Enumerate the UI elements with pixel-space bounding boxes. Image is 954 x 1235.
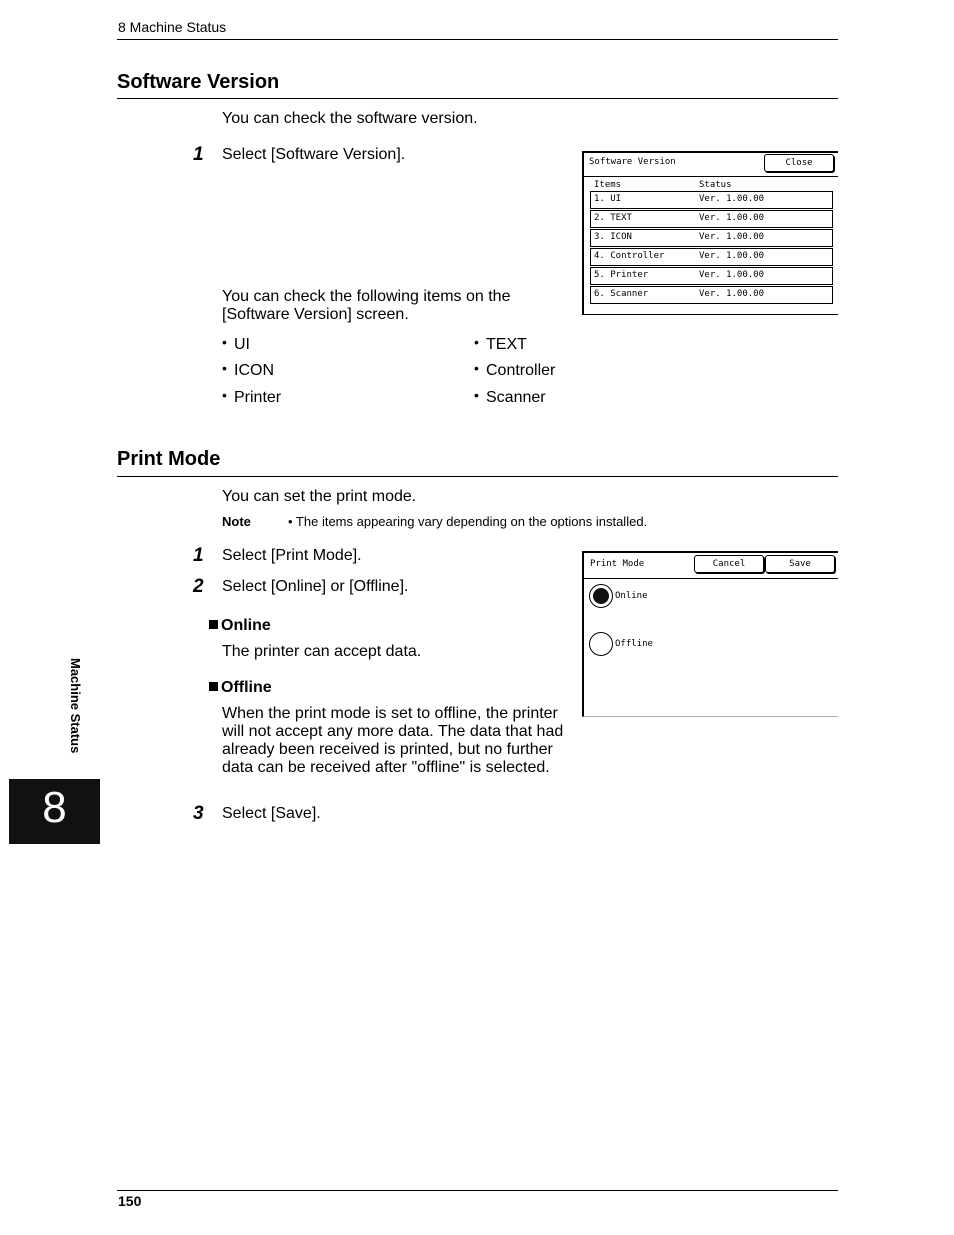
subheading-offline: Offline: [209, 679, 272, 697]
close-button[interactable]: Close: [764, 154, 834, 172]
column-header-status: Status: [699, 180, 732, 190]
bullet-icon: •: [222, 360, 227, 376]
panel-title: Print Mode: [590, 559, 645, 569]
version-row: [590, 210, 833, 228]
row-status: Ver. 1.00.00: [699, 289, 765, 299]
version-row: [590, 248, 833, 266]
software-version-intro: You can check the software version.: [222, 110, 478, 127]
bullet-icon: •: [222, 387, 227, 403]
bullet-item: • Scanner: [474, 387, 546, 406]
subheading-online: Online: [209, 617, 271, 635]
column-header-items: Items: [594, 180, 622, 190]
row-status: Ver. 1.00.00: [699, 213, 765, 223]
step-number: 2: [193, 576, 204, 597]
header-rule: [117, 39, 838, 40]
bullet-icon: •: [222, 334, 227, 350]
print-mode-intro: You can set the print mode.: [222, 488, 417, 505]
offline-radio-label[interactable]: Offline: [615, 639, 653, 649]
online-description: The printer can accept data.: [222, 643, 422, 660]
square-bullet-icon: [209, 682, 218, 691]
offline-description: When the print mode is set to offline, the printer will not accept any more data. The data that had already been received is printed, but no further data can be received after "offline" is selected.: [222, 705, 564, 776]
section-title-software-version: Software Version: [117, 71, 280, 93]
bullet-item: • Printer: [222, 387, 282, 406]
cancel-button[interactable]: Cancel: [694, 555, 764, 573]
version-row: [590, 229, 833, 247]
panel-title: Software Version: [589, 157, 676, 167]
step-number: 3: [193, 803, 204, 824]
row-item: 2. TEXT: [594, 213, 632, 223]
bullet-item: • TEXT: [474, 334, 527, 353]
version-row: [590, 267, 833, 285]
row-status: Ver. 1.00.00: [699, 251, 765, 261]
row-item: 3. ICON: [594, 232, 632, 242]
bullet-icon: •: [474, 360, 479, 376]
row-item: 1. UI: [594, 194, 622, 204]
row-item: 6. Scanner: [594, 289, 649, 299]
step-text: Select [Online] or [Offline].: [222, 578, 409, 595]
bullet-icon: •: [474, 334, 479, 350]
page-number: 150: [118, 1193, 142, 1209]
step-text: Select [Save].: [222, 805, 321, 822]
panel-divider: [582, 176, 838, 177]
square-bullet-icon: [209, 620, 218, 629]
step-number: 1: [193, 144, 204, 165]
step-text: Select [Print Mode].: [222, 547, 362, 564]
bullet-item: • ICON: [222, 360, 274, 379]
row-item: 5. Printer: [594, 270, 649, 280]
online-radio-button[interactable]: [589, 584, 613, 608]
save-button[interactable]: Save: [765, 555, 835, 573]
bullet-icon: •: [474, 387, 479, 403]
section-rule: [117, 98, 838, 99]
offline-radio-button[interactable]: [589, 632, 613, 656]
print-mode-panel: [582, 551, 838, 717]
online-radio-label[interactable]: Online: [615, 591, 648, 601]
panel-divider: [582, 578, 838, 579]
items-intro: You can check the following items on the [Software Version] screen.: [222, 288, 511, 323]
step-number: 1: [193, 545, 204, 566]
row-status: Ver. 1.00.00: [699, 232, 765, 242]
section-rule: [117, 476, 838, 477]
side-tab-label: Machine Status: [68, 658, 83, 754]
row-status: Ver. 1.00.00: [699, 270, 765, 280]
section-title-print-mode: Print Mode: [117, 448, 221, 470]
version-row: [590, 286, 833, 304]
note-label: Note: [222, 514, 251, 529]
chapter-tab: 8: [9, 779, 100, 844]
row-item: 4. Controller: [594, 251, 665, 261]
row-status: Ver. 1.00.00: [699, 194, 765, 204]
note-text: • The items appearing vary depending on the options installed.: [288, 514, 648, 529]
footer-rule: [117, 1190, 838, 1191]
version-row: [590, 191, 833, 209]
bullet-item: • UI: [222, 334, 250, 353]
step-text: Select [Software Version].: [222, 146, 406, 163]
running-header: 8 Machine Status: [118, 19, 227, 35]
software-version-panel: [582, 151, 838, 315]
panel-frame: [582, 551, 838, 717]
bullet-item: • Controller: [474, 360, 556, 379]
